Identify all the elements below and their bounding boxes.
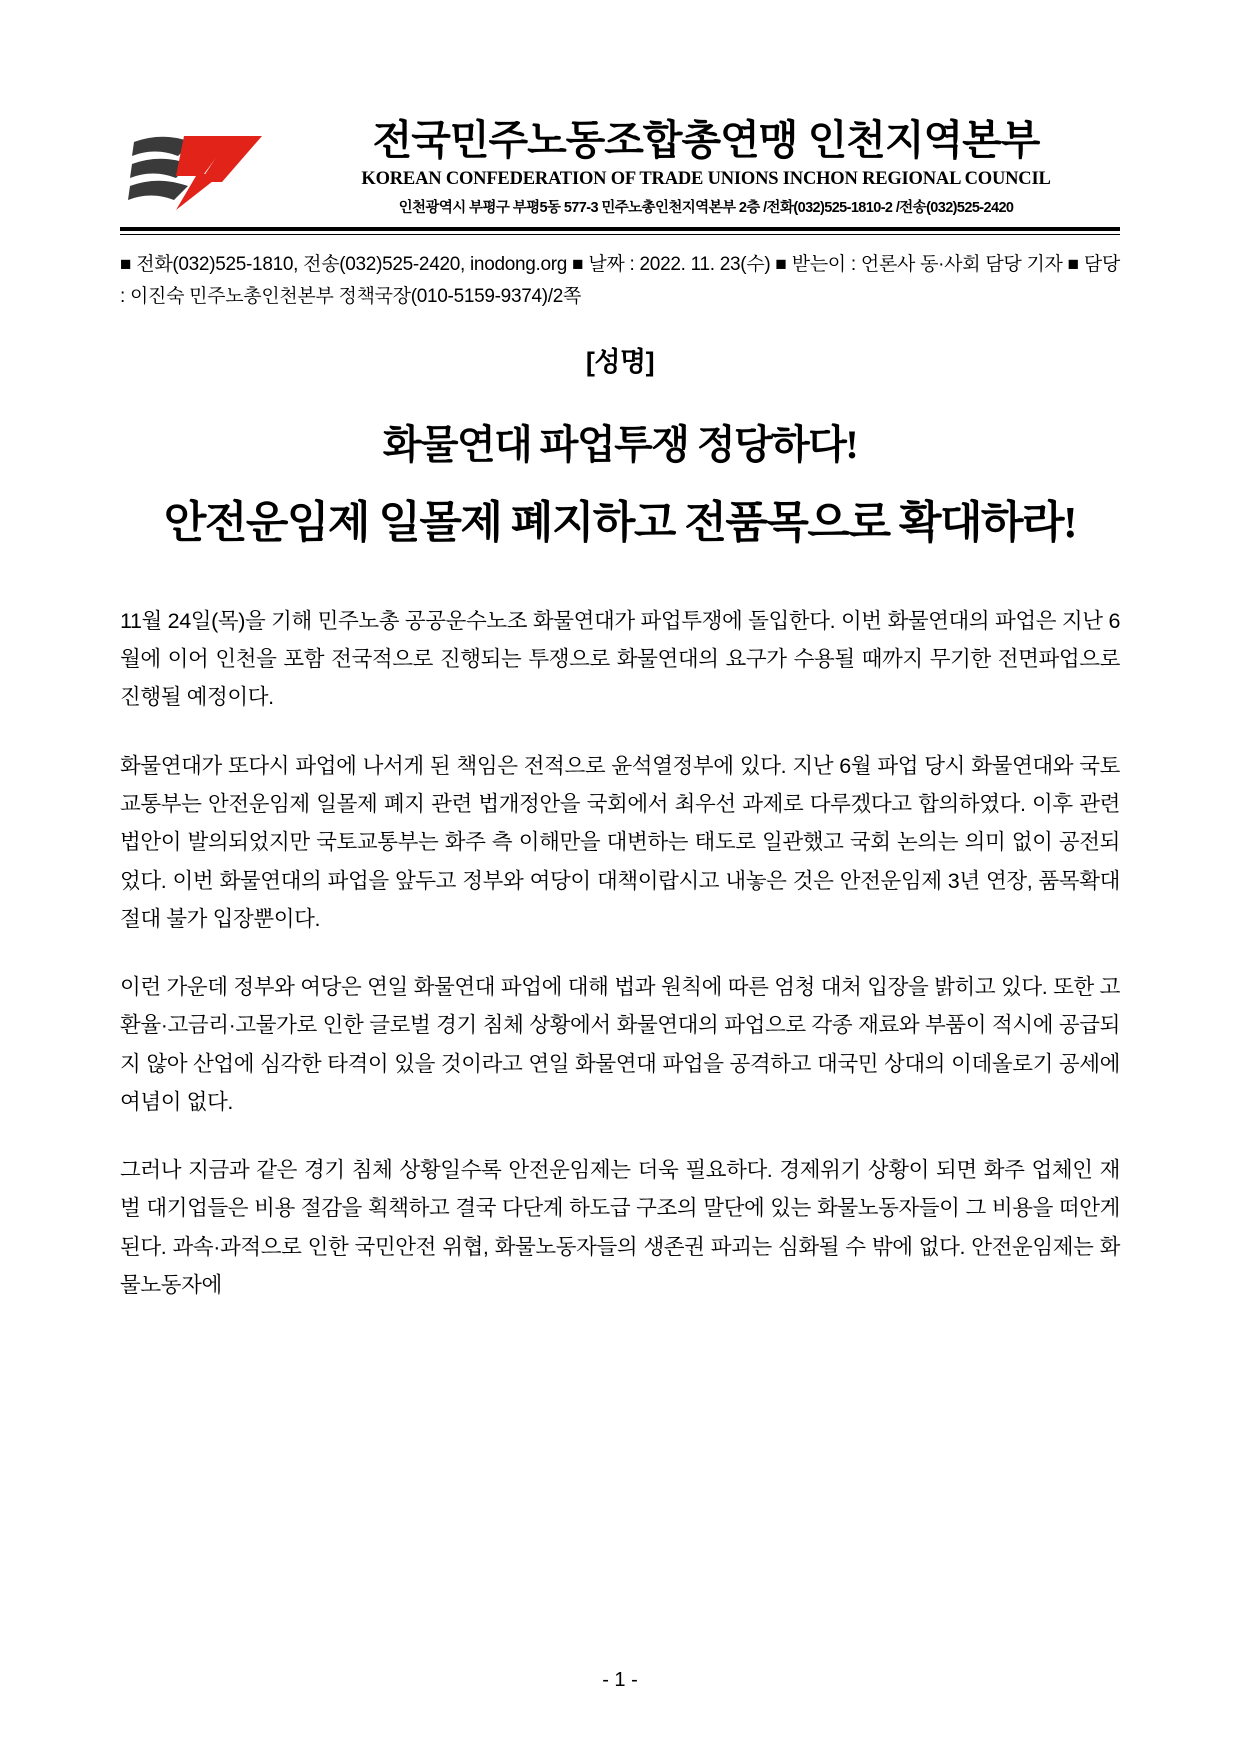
- document-kind: [성명]: [585, 346, 655, 377]
- page-title: [118, 413, 1122, 550]
- letterhead-divider-thick: [120, 227, 1120, 231]
- kctu-logo-icon: [126, 122, 276, 217]
- page-number: - 1 -: [602, 1669, 638, 1691]
- headline-line-2: 안전운임제 일몰제 폐지하고 전품목으로 확대하라!: [163, 497, 1077, 547]
- paragraph: 화물연대가 또다시 파업에 나서게 된 책임은 전적으로 윤석열정부에 있다. 지난 6월 파업 당시 화물연대와 국토교통부는 안전운임제 일몰제 폐지 관련 법개정안을 국회에서 최우선 과제로 다루겠다고 합의하였다. 이후 관련 법안이 발의되었지만 국토교통부는 화주 측 이해만을 대변하는 태도로 일관했고 국회 논의는 의미 없이 공전되었다. 이번 화물연대의 파업을 앞두고 정부와 여당이 대책이랍시고 내놓은 것은 안전운임제 3년 연장, 품목확대 절대 불가 입장뿐이다.: [120, 753, 1120, 931]
- headline-line-1: 화물연대 파업투쟁 정당하다!: [382, 421, 858, 467]
- paragraph: 그러나 지금과 같은 경기 침체 상황일수록 안전운임제는 더욱 필요하다. 경제위기 상황이 되면 화주 업체인 재벌 대기업들은 비용 절감을 획책하고 결국 다단계 하도급 구조의 말단에 있는 화물노동자들이 그 비용을 떠안게 된다. 과속·과적으로 인한 국민안전 위협, 화물노동자들의 생존권 파괴는 심화될 수 밖에 없다. 안전운임제는 화물노동자에: [120, 1158, 1120, 1297]
- paragraph: 11월 24일(목)을 기해 민주노총 공공운수노조 화물연대가 파업투쟁에 돌입한다. 이번 화물연대의 파업은 지난 6월에 이어 인천을 포함 전국적으로 진행되는 투쟁으로 화물연대의 요구가 수용될 때까지 무기한 전면파업으로 진행될 예정이다.: [120, 608, 1120, 710]
- organization-name-ko: 전국민주노동조합총연맹 인천지역본부: [372, 117, 1040, 163]
- letterhead-divider-thin: [120, 234, 1120, 235]
- organization-address: 인천광역시 부평구 부평5동 577-3 민주노총인천지역본부 2층 /전화(032)525-1810-2 /전송(032)525-2420: [398, 200, 1014, 217]
- contact-info-line: ■ 전화(032)525-1810, 전송(032)525-2420, inodong.org ■ 날짜 : 2022. 11. 23(수) ■ 받는이 : 언론사 동·사회 담당 기자 ■ 담당 : 이진숙 민주노총인천본부 정책국장(010-5159-9374)/2쪽: [120, 254, 1120, 307]
- document-body: [118, 602, 1122, 1304]
- paragraph: 이런 가운데 정부와 여당은 연일 화물연대 파업에 대해 법과 원칙에 따른 엄청 대처 입장을 밝히고 있다. 또한 고환율·고금리·고물가로 인한 글로벌 경기 침체 상황에서 화물연대의 파업으로 각종 재료와 부품이 적시에 공급되지 않아 산업에 심각한 타격이 있을 것이라고 연일 화물연대 파업을 공격하고 대국민 상대의 이데올로기 공세에 여념이 없다.: [120, 975, 1120, 1114]
- organization-name-en: KOREAN CONFEDERATION OF TRADE UNIONS INCHON REGIONAL COUNCIL: [361, 169, 1051, 190]
- letterhead-text: [290, 118, 1122, 217]
- letterhead: [118, 118, 1122, 217]
